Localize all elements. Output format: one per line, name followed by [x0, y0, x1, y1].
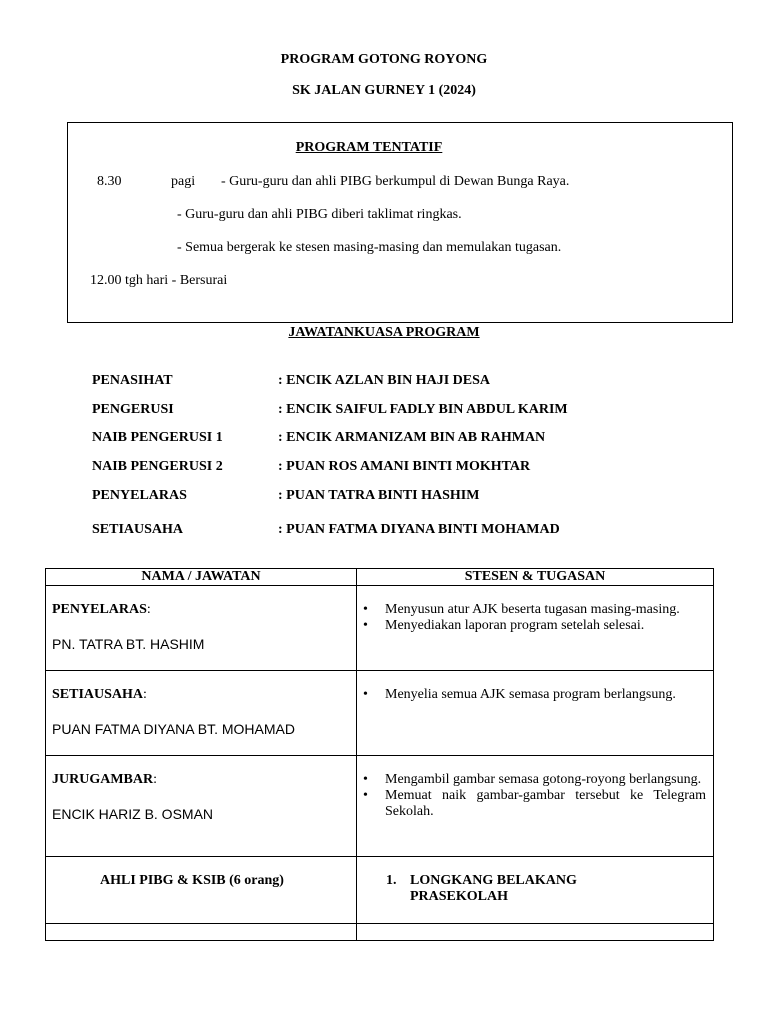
task-table: [45, 568, 714, 941]
table-cell-role: [46, 586, 357, 671]
group-label: AHLI PIBG & KSIB (6 orang): [100, 873, 284, 888]
table-row: [46, 671, 714, 756]
committee-role: NAIB PENGERUSI 2: [92, 459, 223, 474]
role-label: JURUGAMBAR: [52, 772, 154, 787]
committee-role: PENASIHAT: [92, 373, 173, 388]
task-text: Menyediakan laporan program setelah selesai.: [385, 618, 645, 633]
person-name: PN. TATRA BT. HASHIM: [52, 636, 205, 652]
task-item: [363, 602, 706, 618]
role-label: SETIAUSAHA: [52, 687, 144, 702]
tentatif-item-2: - Guru-guru dan ahli PIBG diberi taklimat ringkas.: [177, 207, 462, 222]
station-number: 1.: [386, 873, 397, 888]
task-list: [363, 671, 706, 703]
committee-role: NAIB PENGERUSI 1: [92, 430, 223, 445]
tentatif-item-1: - Guru-guru dan ahli PIBG berkumpul di Dewan Bunga Raya.: [221, 174, 570, 189]
table-cell-tasks: [357, 857, 714, 924]
column-header-station: STESEN & TUGASAN: [357, 569, 714, 586]
role-colon: :: [153, 772, 157, 787]
committee-name: : ENCIK SAIFUL FADLY BIN ABDUL KARIM: [278, 402, 568, 417]
table-row: [46, 857, 714, 924]
table-cell-tasks: [357, 586, 714, 671]
task-text: Memuat naik gambar-gambar tersebut ke Telegram Sekolah.: [385, 788, 706, 819]
station-text: LONGKANG BELAKANG PRASEKOLAH: [410, 873, 577, 904]
table-cell-role: [46, 857, 357, 924]
document-title: PROGRAM GOTONG ROYONG: [280, 52, 488, 67]
committee-name: : PUAN TATRA BINTI HASHIM: [278, 488, 480, 503]
person-name: ENCIK HARIZ B. OSMAN: [52, 806, 214, 822]
table-cell-empty: [357, 924, 714, 941]
tentatif-time-1: 8.30: [97, 174, 122, 189]
bullet-icon: •: [363, 602, 368, 617]
tentatif-period-1: pagi: [171, 174, 196, 189]
table-header-row: [46, 569, 714, 586]
bullet-icon: •: [363, 788, 368, 803]
task-text: Mengambil gambar semasa gotong-royong berlangsung.: [385, 772, 702, 787]
tentatif-heading: PROGRAM TENTATIF: [295, 140, 443, 155]
role-colon: :: [143, 687, 147, 702]
committee-role: PENGERUSI: [92, 402, 174, 417]
task-item: [363, 772, 706, 788]
committee-name: : ENCIK ARMANIZAM BIN AB RAHMAN: [278, 430, 546, 445]
document-subtitle: SK JALAN GURNEY 1 (2024): [292, 83, 476, 98]
tentatif-item-3: - Semua bergerak ke stesen masing-masing dan memulakan tugasan.: [177, 240, 562, 255]
task-item: [363, 687, 706, 703]
task-text: Menyelia semua AJK semasa program berlangsung.: [385, 687, 676, 702]
role-label: PENYELARAS: [52, 602, 147, 617]
committee-name: : ENCIK AZLAN BIN HAJI DESA: [278, 373, 490, 388]
table-cell-tasks: [357, 756, 714, 857]
table-cell-tasks: [357, 671, 714, 756]
table-row: [46, 924, 714, 941]
table-cell-empty: [46, 924, 357, 941]
bullet-icon: •: [363, 618, 368, 633]
committee-heading: JAWATANKUASA PROGRAM: [288, 325, 480, 340]
task-list: [363, 756, 706, 820]
table-cell-role: [46, 756, 357, 857]
task-text: Menyusun atur AJK beserta tugasan masing-masing.: [385, 602, 680, 617]
committee-name: : PUAN ROS AMANI BINTI MOKHTAR: [278, 459, 531, 474]
task-item: [363, 788, 706, 820]
bullet-icon: •: [363, 772, 368, 787]
task-list: [363, 586, 706, 634]
tentatif-item-4: 12.00 tgh hari - Bersurai: [90, 273, 228, 288]
table-cell-role: [46, 671, 357, 756]
committee-role: PENYELARAS: [92, 488, 187, 503]
role-colon: :: [146, 602, 151, 617]
committee-role: SETIAUSAHA: [92, 522, 184, 537]
station-item: [386, 857, 600, 905]
bullet-icon: •: [363, 687, 368, 702]
table-row: [46, 756, 714, 857]
column-header-name: NAMA / JAWATAN: [46, 569, 357, 586]
task-item: [363, 618, 706, 634]
table-row: [46, 586, 714, 671]
person-name: PUAN FATMA DIYANA BT. MOHAMAD: [52, 721, 295, 737]
committee-name: : PUAN FATMA DIYANA BINTI MOHAMAD: [278, 522, 560, 537]
